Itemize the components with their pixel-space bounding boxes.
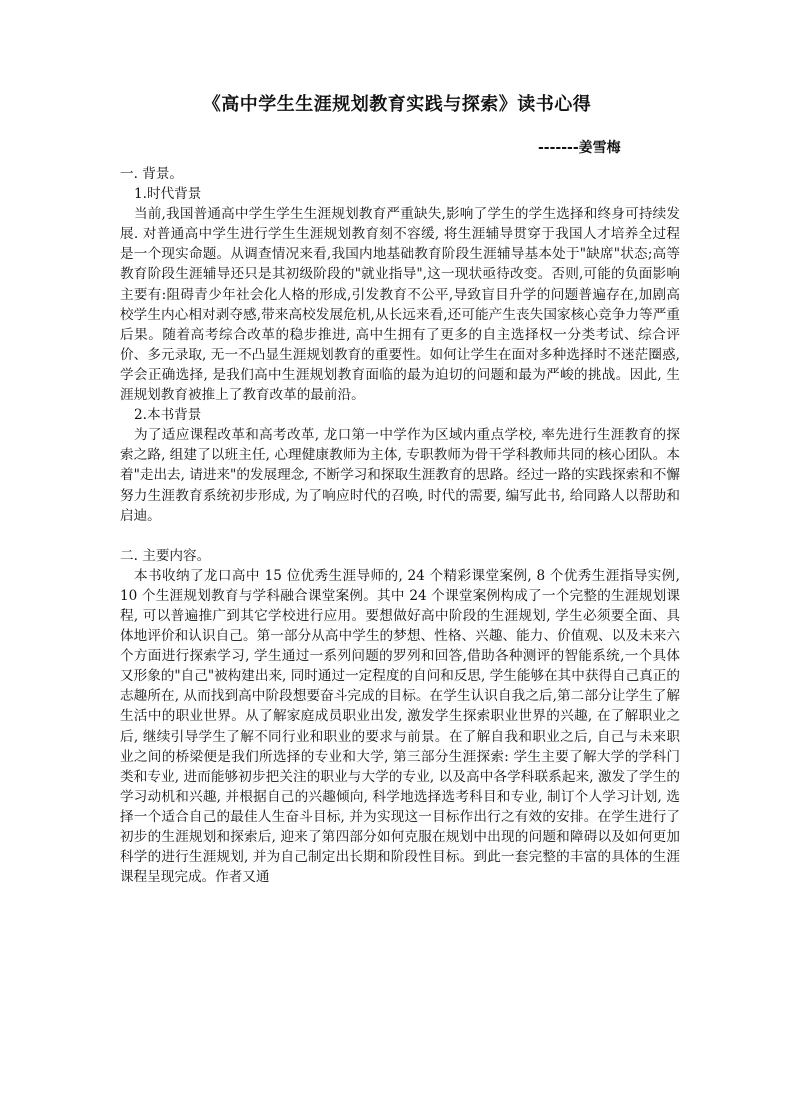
section-2-heading: 二. 主要内容。 <box>120 547 211 564</box>
subsection-1-heading: 1.时代背景 <box>134 186 202 203</box>
document-author: -------姜雪梅 <box>538 140 621 156</box>
document-body <box>120 164 680 887</box>
subsection-2-heading: 2.本书背景 <box>134 407 202 424</box>
section-spacer <box>120 526 680 546</box>
subsection-1-paragraph: 当前,我国普通高中学生学生生涯规划教育严重缺失,影响了学生的学生选择和终身可持续发展. 对普通高中学生进行学生生涯规划教育刻不容缓, 将生涯辅导贯穿于我国人才培养全过程是一个现实命题。从调查情况来看,我国内地基础教育阶段生涯辅导基本处于"缺席"状态;高等教育阶段生涯辅导还只是其初级阶段的"就业指导",这一现状亟待改变。否则,可能的负面影响主要有:阻碍青少年社会化人格的形成,引发教育不公平,导致盲目升学的问题普遍存在,加剧高校学生内心相对剥夺感,带来高校发展危机,从长远来看,还可能产生丧失国家核心竞争力等严重后果。随着高考综合改革的稳步推进, 高中生拥有了更多的自主选择权一分类考试、综合评价、多元录取, 无一不凸显生涯规划教育的重要性。如何让学生在面对多种选择时不迷茫圈惑, 学会正确选择, 是我们高中生涯规划教育面临的最为迫切的问题和最为严峻的挑战。因此, 生涯规划教育被推上了教育改革的最前沿。 <box>120 206 680 404</box>
subsection-2-paragraph: 为了适应课程改革和高考改革, 龙口第一中学作为区域内重点学校, 率先进行生涯教育的探索之路, 组建了以班主任, 心理健康教师为主体, 专职教师为骨干学科教师共同的核心团队。本着"走出去, 请进来"的发展理念, 不断学习和探取生涯教育的思路。经过一路的实践探索和不懈努力生涯教育系统初步形成, 为了响应时代的召唤, 时代的需要, 编写此书, 给同路人以帮助和启迪。 <box>120 427 680 524</box>
section-1-heading: 一. 背景。 <box>120 166 184 182</box>
document-title: 《高中学生生涯规划教育实践与探索》读书心得 <box>202 94 592 115</box>
section-2-paragraph: 本书收纳了龙口高中 15 位优秀生涯导师的, 24 个精彩课堂案例, 8 个优秀生涯指导实例, 10 个生涯规划教育与学科融合课堂案例。其中 24 个课堂案例构成了一个完整的生涯规划课程, 可以普遍推广到其它学校进行应用。要想做好高中阶段的生涯规划, 学生必须要全面、具体地评价和认识自己。第一部分从高中学生的梦想、性格、兴趣、能力、价值观、以及未来六个方面进行探索学习, 学生通过一系列问题的罗列和回答,借助各种测评的智能系统,一个具体又形象的"自己"被构建出来, 同时通过一定程度的自问和反思, 学生能够在其中获得自己真正的志趣所在, 从而找到高中阶段想要奋斗完成的目标。在学生认识自我之后,第二部分让学生了解生活中的职业世界。从了解家庭成员职业出发, 激发学生探索职业世界的兴趣, 在了解职业之后, 继续引导学生了解不同行业和职业的要求与前景。在了解自我和职业之后, 自己与未来职业之间的桥梁便是我们所选择的专业和大学, 第三部分生涯探索: 学生主要了解大学的学科门类和专业, 进而能够初步把关注的职业与大学的专业, 以及高中各学科联系起来, 激发了学生的学习动机和兴趣, 并根据自己的兴趣倾向, 科学地选择选考科目和专业, 制订个人学习计划, 选择一个适合自己的最佳人生奋斗目标, 并为实现这一目标作出行之有效的安排。在学生进行了初步的生涯规划和探索后, 迎来了第四部分如何克服在规划中出现的问题和障碍以及如何更加科学的进行生涯规划, 并为自己制定出长期和阶段性目标。到此一套完整的丰富的具体的生涯课程呈现完成。作者又通 <box>120 567 680 886</box>
